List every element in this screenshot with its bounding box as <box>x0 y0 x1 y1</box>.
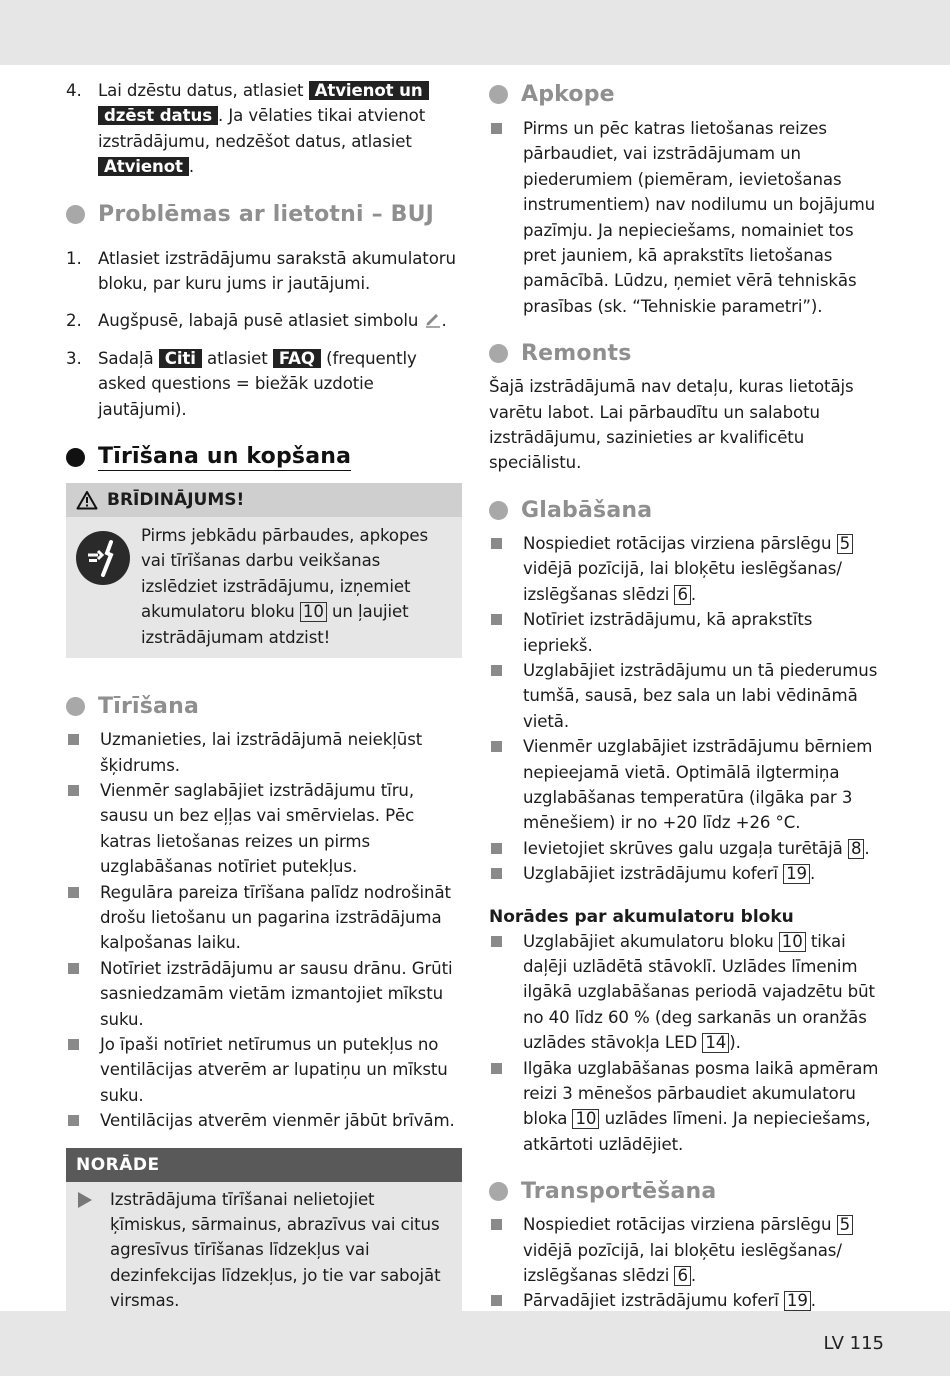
part-ref: 8 <box>848 839 864 859</box>
part-ref: 5 <box>837 1215 853 1235</box>
section-heading-maintenance: Apkope <box>489 82 885 107</box>
part-ref: 5 <box>837 534 853 554</box>
step-4 <box>66 78 462 180</box>
faq-step-1: 1. Atlasiet izstrādājumu sarakstā akumulatoru bloku, par kuru jums ir jautājumi. <box>66 248 456 294</box>
square-bullet-icon <box>68 785 79 796</box>
square-bullet-icon <box>491 1063 502 1074</box>
repair-text: Šajā izstrādājumā nav detaļu, kuras lietotājs varētu labot. Lai pārbaudītu un salabotu izstrādājumu, sazinieties ar kvalificētu speciālistu. <box>489 377 854 473</box>
warning-body <box>66 517 462 658</box>
list-item: Vienmēr uzglabājiet izstrādājumu bērniem nepieejamā vietā. Optimālā ilgtermiņa uzglabāšanas temperatūra (ilgāka par 3 mēnešiem) ir no +20 līdz +26 °C. <box>489 734 885 836</box>
footer-bar <box>0 1311 950 1376</box>
part-ref: 14 <box>702 1033 729 1053</box>
square-bullet-icon <box>491 538 502 549</box>
list-item: Ilgāka uzglabāšanas posma laikā apmēram reizi 3 mēnešos pārbaudiet akumulatoru bloka 10 uzlādes līmeni. Ja nepieciešams, atkārtoti uzlādējiet. <box>489 1056 885 1158</box>
part-ref: 6 <box>674 585 690 605</box>
list-item: Ventilācijas atverēm vienmēr jābūt brīvām. <box>66 1108 462 1133</box>
square-bullet-icon <box>491 868 502 879</box>
part-ref: 10 <box>779 932 806 952</box>
faq-step-3: 3. Sadaļā Citi atlasiet FAQ (frequently asked questions = biežāk uzdotie jautājumi). <box>66 348 417 419</box>
square-bullet-icon <box>491 1219 502 1230</box>
part-ref: 19 <box>783 864 810 884</box>
left-column <box>66 78 462 1320</box>
part-ref: 10 <box>572 1109 599 1129</box>
transport-list <box>489 1212 885 1314</box>
ui-label-faq: FAQ <box>273 349 321 368</box>
square-bullet-icon <box>68 887 79 898</box>
ui-label-other: Citi <box>159 349 202 368</box>
note-box <box>66 1148 462 1320</box>
ui-label-disconnect-delete: Atvienot un <box>309 81 429 100</box>
pencil-icon <box>424 310 442 328</box>
list-item: Uzglabājiet izstrādājumu un tā piederumus tumšā, sausā, bez sala un labi vēdināmā vietā. <box>489 658 885 734</box>
bullet-dot-icon <box>489 1182 508 1201</box>
right-column <box>489 78 885 1314</box>
warning-header: BRĪDINĀJUMS! <box>66 483 462 517</box>
ui-label-disconnect: Atvienot <box>98 157 189 176</box>
section-heading-repair: Remonts <box>489 341 885 366</box>
ui-label-delete-data: dzēst datus <box>98 106 218 125</box>
square-bullet-icon <box>491 741 502 752</box>
bullet-dot-icon <box>66 448 85 467</box>
bullet-dot-icon <box>489 85 508 104</box>
section-heading-storage: Glabāšana <box>489 498 885 523</box>
square-bullet-icon <box>491 936 502 947</box>
section-heading-care: Tīrīšana un kopšana <box>66 444 462 471</box>
battery-list <box>489 929 885 1158</box>
list-item: Pārvadājiet izstrādājumu koferī 19 . <box>489 1288 885 1313</box>
square-bullet-icon <box>68 963 79 974</box>
bullet-dot-icon <box>489 501 508 520</box>
list-item: Uzmanieties, lai izstrādājumā neiekļūst šķidrums. <box>66 727 462 778</box>
bullet-dot-icon <box>489 344 508 363</box>
page-number: LV 115 <box>823 1333 884 1354</box>
square-bullet-icon <box>491 123 502 134</box>
list-item: Nospiediet rotācijas virziena pārslēgu 5 vidējā pozīcijā, lai bloķētu ieslēgšanas/ izslēgšanas slēdzi 6 . <box>489 531 885 607</box>
square-bullet-icon <box>68 1115 79 1126</box>
bullet-dot-icon <box>66 697 85 716</box>
list-item: Vienmēr saglabājiet izstrādājumu tīru, sausu un bez eļļas vai smērvielas. Pēc katras lietošanas reizes un pirms uzglabāšanas notīriet putekļus. <box>66 778 462 880</box>
square-bullet-icon <box>68 1039 79 1050</box>
part-ref: 10 <box>300 602 327 622</box>
header-bar <box>0 0 950 65</box>
list-item: Jo īpaši notīriet netīrumus un putekļus no ventilācijas atverēm ar lupatiņu un mīkstu suku. <box>66 1032 462 1108</box>
note-header: NORĀDE <box>66 1148 462 1182</box>
storage-list <box>489 531 885 887</box>
section-heading-faq: Problēmas ar lietotni – BUJ <box>66 202 462 227</box>
warning-box <box>66 483 462 658</box>
warning-text: Pirms jebkādu pārbaudes, apkopes vai tīrīšanas darbu veikšanas izslēdziet izstrādājumu, izņemiet akumulatoru bloku 10 un ļaujiet izstrādājumam atdzist! <box>141 526 429 647</box>
square-bullet-icon <box>491 1295 502 1306</box>
square-bullet-icon <box>491 614 502 625</box>
list-item: Pirms un pēc katras lietošanas reizes pārbaudiet, vai izstrādājumam un piederumiem (piemēram, ievietošanas instrumentiem) nav nodilumu un bojājumu pazīmju. Ja nepieciešams, nomainiet tos pret jauniem, kā aprakstīts lietošanas pamācībā. Lūdzu, ņemiet vērā tehniskās prasības (sk. “Tehniskie parametri”). <box>489 116 885 319</box>
step-text: Lai dzēstu datus, atlasiet Atvienot un dzēst datus . Ja vēlaties tikai atvienot izstrādājumu, nedzēšot datus, atlasiet Atvienot . <box>98 78 462 180</box>
note-body: Izstrādājuma tīrīšanai nelietojiet ķīmiskus, sārmainus, abrazīvus vai citus agresīvus tīrīšanas līdzekļus vai dezinfekcijas līdzekļus, jo tie var sabojāt virsmas. <box>66 1182 462 1320</box>
step-number: 4. <box>66 81 82 100</box>
warning-triangle-icon <box>76 490 98 510</box>
square-bullet-icon <box>491 665 502 676</box>
unplug-icon <box>76 531 130 585</box>
square-bullet-icon <box>68 734 79 745</box>
list-item: Ievietojiet skrūves galu uzgaļa turētājā 8 . <box>489 836 885 861</box>
section-heading-cleaning: Tīrīšana <box>66 694 462 719</box>
list-item: Nospiediet rotācijas virziena pārslēgu 5 vidējā pozīcijā, lai bloķētu ieslēgšanas/ izslēgšanas slēdzi 6 . <box>489 1212 885 1288</box>
list-item: Uzglabājiet akumulatoru bloku 10 tikai daļēji uzlādētā stāvoklī. Uzlādes līmenim ilgākā uzglabāšanas periodā vajadzētu būt no 40 līdz 60 % (deg sarkanās un oranžās uzlādes stāvokļa LED 14 ). <box>489 929 885 1056</box>
part-ref: 19 <box>784 1291 811 1311</box>
list-item: Notīriet izstrādājumu, kā aprakstīts iepriekš. <box>489 607 885 658</box>
bullet-dot-icon <box>66 205 85 224</box>
faq-step-2: 2. Augšpusē, labajā pusē atlasiet simbolu . <box>66 311 447 331</box>
list-item: Uzglabājiet izstrādājumu koferī 19 . <box>489 861 885 886</box>
section-heading-transport: Transportēšana <box>489 1179 885 1204</box>
list-item: Regulāra pareiza tīrīšana palīdz nodrošināt drošu lietošanu un pagarina izstrādājuma kalpošanas laiku. <box>66 880 462 956</box>
cleaning-list <box>66 727 462 1134</box>
arrow-right-icon <box>78 1192 92 1208</box>
square-bullet-icon <box>491 843 502 854</box>
part-ref: 6 <box>674 1266 690 1286</box>
list-item: Notīriet izstrādājumu ar sausu drānu. Grūti sasniedzamām vietām izmantojiet mīkstu suku. <box>66 956 462 1032</box>
battery-subheading: Norādes par akumulatoru bloku <box>489 906 794 927</box>
